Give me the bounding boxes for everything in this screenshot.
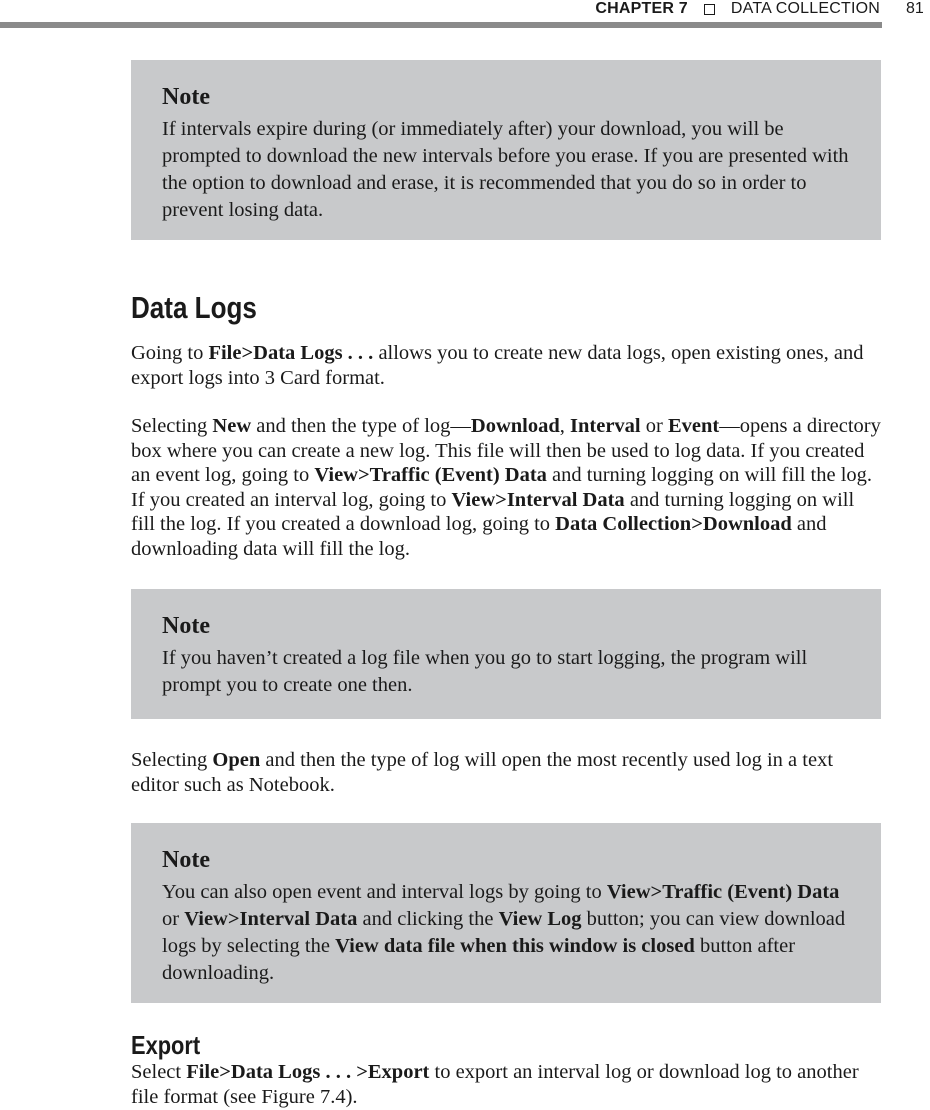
menu-path: View>Traffic (Event) Data — [314, 464, 547, 487]
text-run: and turning logging on will fill the log. If you created a download log, going to — [131, 488, 855, 536]
text-run: or — [640, 415, 668, 437]
text-run: to export an interval log or download log to another file format (see Figure 7.4). — [131, 1061, 859, 1108]
note-title: Note — [162, 84, 210, 110]
text-run: Going to — [131, 342, 209, 364]
bold-term: Interval — [570, 415, 641, 437]
menu-path: File>Data Logs . . . >Export — [186, 1061, 430, 1083]
running-header — [0, 0, 930, 30]
note-box-view-logs — [131, 823, 881, 1003]
note-title: Note — [162, 847, 210, 873]
section-heading-data-logs: Data Logs — [131, 290, 257, 325]
note-title: Note — [162, 613, 210, 639]
bold-term: View data file when this window is closed — [335, 935, 695, 957]
note-text — [162, 879, 851, 987]
text-run: —opens a directory box where you can create a new log. This file will then be used to log data. If you created an event log, going to — [131, 415, 881, 487]
text-run: Selecting — [131, 415, 213, 437]
text-run: and then the type of log— — [251, 415, 471, 437]
menu-path: View>Interval Data — [184, 908, 358, 930]
note-text: If intervals expire during (or immediately after) your download, you will be prompted to download the new intervals before you erase. If you are presented with the option to download and erase, it is recommended that you do so in order to prevent losing data. — [162, 118, 849, 221]
menu-path: Data Collection>Download — [555, 513, 792, 536]
text-run: Select — [131, 1061, 187, 1083]
text-run: button; you can view download logs by selecting the — [162, 908, 846, 957]
text-run: and turning logging on will fill the log. If you created an interval log, going to — [131, 464, 873, 511]
paragraph-data-logs-intro — [131, 341, 883, 390]
text-run: and clicking the — [357, 908, 499, 930]
page-number: 81 — [906, 0, 924, 17]
bold-term: Download — [470, 415, 560, 437]
menu-path: View>Traffic (Event) Data — [606, 881, 840, 903]
paragraph-export — [131, 1060, 883, 1109]
menu-path: View>Interval Data — [451, 488, 625, 511]
bold-term: New — [212, 415, 252, 437]
paragraph-open-log — [131, 748, 883, 797]
text-run: or — [162, 908, 185, 930]
text-run: You can also open event and interval logs by going to — [162, 881, 607, 903]
note-text: If you haven’t created a log file when you go to start logging, the program will prompt you to create one then. — [162, 647, 808, 696]
paragraph-new-log — [131, 414, 883, 562]
header-chapter: CHAPTER 7 — [595, 0, 688, 17]
note-box-intervals — [131, 60, 881, 240]
bold-term: Event — [667, 415, 720, 437]
text-run: and then the type of log will open the most recently used log in a text editor such as Notebook. — [131, 749, 834, 796]
section-heading-export: Export — [131, 1030, 201, 1060]
note-box-no-log-file — [131, 589, 881, 719]
header-section: DATA COLLECTION — [730, 0, 880, 17]
text-run: , — [559, 415, 571, 437]
header-rule — [0, 22, 882, 28]
text-run: allows you to create new data logs, open existing ones, and export logs into 3 Card format. — [131, 342, 864, 389]
text-run: Selecting — [131, 749, 213, 771]
header-text — [595, 0, 880, 19]
text-run: button after downloading. — [162, 935, 796, 984]
bold-term: Open — [212, 749, 261, 771]
text-run: and downloading data will fill the log. — [131, 513, 827, 560]
header-square-icon — [704, 4, 715, 15]
bold-term: View Log — [498, 908, 582, 930]
menu-path: File>Data Logs . . . — [208, 342, 374, 364]
